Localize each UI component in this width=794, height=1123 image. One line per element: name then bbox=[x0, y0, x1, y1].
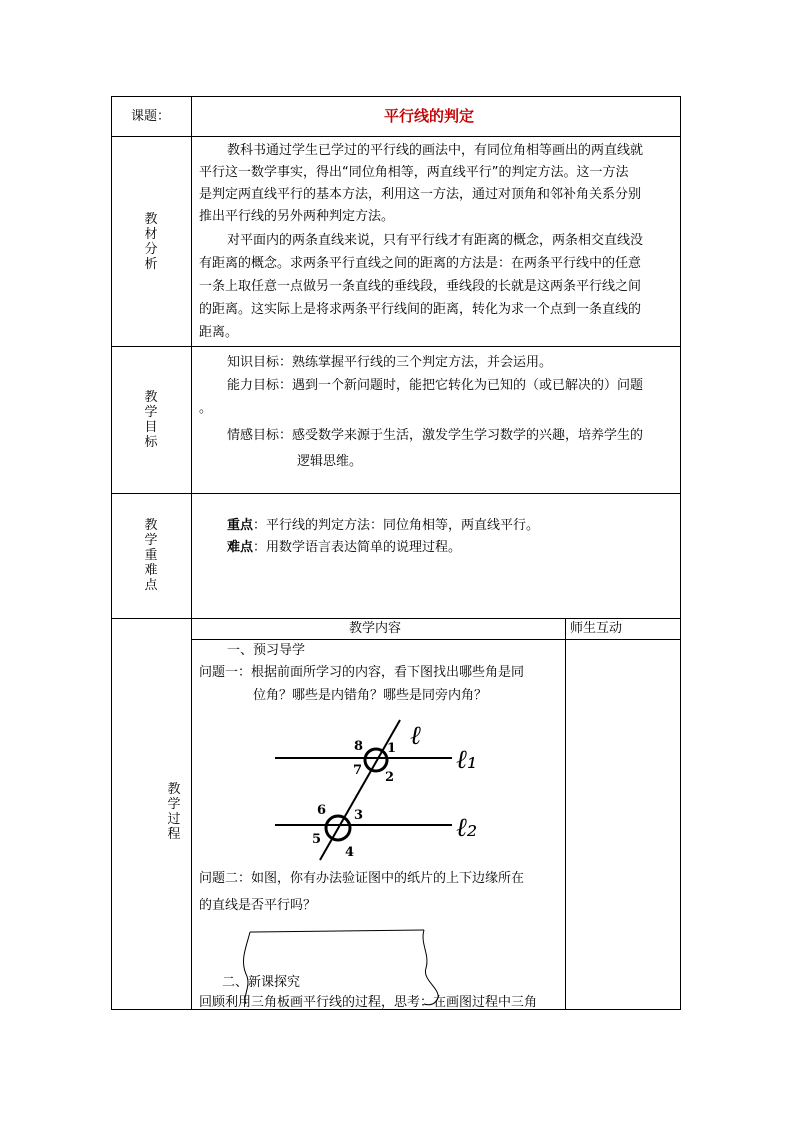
process-label: 教 学 过 程 bbox=[167, 782, 181, 842]
key-point-text: ：平行线的判定方法：同位角相等，两直线平行。 bbox=[253, 518, 540, 533]
angle-label-1: 1 bbox=[387, 741, 397, 756]
question-two-line2: 的直线是否平行吗？ bbox=[199, 898, 317, 913]
angle-label-5: 5 bbox=[312, 832, 322, 847]
difficult-point bbox=[227, 536, 461, 560]
angle-label-2: 2 bbox=[385, 770, 395, 785]
analysis-line: 有距离的概念。求两条平行直线之间的距离的方法是：在两条平行线中的任意 bbox=[199, 256, 642, 271]
objectives-label: 教 学 目 标 bbox=[144, 390, 158, 450]
analysis-line: 距离。 bbox=[199, 325, 239, 340]
key-point-label: 重点 bbox=[227, 518, 254, 533]
angle-label-8: 8 bbox=[354, 739, 364, 754]
process-last-line: 回顾利用三角板画平行线的过程，思考：在画图过程中三角 bbox=[199, 995, 538, 1010]
analysis-line: 一条上取任意一点做另一条直线的垂线段，垂线段的长就是这两条平行线之间 bbox=[199, 279, 642, 294]
parallel-lines-figure bbox=[270, 708, 490, 868]
line-label-l1: ℓ₁ bbox=[456, 745, 478, 775]
section-new-lesson: 二、新课探究 bbox=[222, 975, 301, 990]
col-content-header: 教学内容 bbox=[349, 621, 402, 636]
question-two-line1: 问题二：如图，你有办法验证图中的纸片的上下边缘所在 bbox=[199, 871, 525, 886]
question-one-line1: 问题一：根据前面所学习的内容，看下图找出哪些角是同 bbox=[199, 665, 525, 680]
section-preview: 一、预习导学 bbox=[227, 643, 306, 658]
difficult-point-label: 难点 bbox=[227, 540, 254, 555]
analysis-line: 推出平行线的另外两种判定方法。 bbox=[199, 209, 395, 224]
col-interaction-header: 师生互动 bbox=[570, 621, 623, 636]
line-label-l: ℓ bbox=[410, 721, 421, 751]
emotion-objective-cont: 逻辑思维。 bbox=[297, 454, 363, 469]
analysis-line: 对平面内的两条直线来说，只有平行线才有距离的概念，两条相交直线没 bbox=[227, 233, 644, 248]
analysis-line: 教科书通过学生已学过的平行线的画法中，有同位角相等画出的两直线就 bbox=[227, 143, 644, 158]
analysis-line: 的距离。这实际上是将求两条平行线间的距离，转化为求一个点到一条直线的 bbox=[199, 302, 642, 317]
ability-objective-end: 。 bbox=[199, 401, 213, 416]
page-title: 平行线的判定 bbox=[384, 107, 475, 125]
angle-label-6: 6 bbox=[317, 803, 327, 818]
keypoints-label: 教 学 重 难 点 bbox=[144, 518, 158, 593]
key-point bbox=[227, 514, 539, 538]
header-label: 课题： bbox=[131, 109, 171, 124]
difficult-point-text: ：用数学语言表达简单的说理过程。 bbox=[253, 540, 462, 555]
question-one-line2: 位角？哪些是内错角？哪些是同旁内角？ bbox=[253, 688, 488, 703]
angle-label-4: 4 bbox=[345, 845, 355, 860]
analysis-line: 是判定两直线平行的基本方法，利用这一方法，通过对顶角和邻补角关系分别 bbox=[199, 187, 642, 202]
angle-label-3: 3 bbox=[354, 808, 364, 823]
analysis-line: 平行这一数学事实，得出“同位角相等，两直线平行”的判定方法。这一方法 bbox=[199, 165, 629, 180]
angle-label-7: 7 bbox=[353, 763, 363, 778]
line-label-l2: ℓ₂ bbox=[456, 813, 478, 843]
analysis-label: 教 材 分 析 bbox=[144, 212, 158, 272]
ability-objective: 能力目标：遇到一个新问题时，能把它转化为已知的（或已解决的）问题 bbox=[227, 378, 644, 393]
emotion-objective: 情感目标：感受数学来源于生活，激发学生学习数学的兴趣，培养学生的 bbox=[227, 428, 644, 443]
knowledge-objective: 知识目标：熟练掌握平行线的三个判定方法，并会运用。 bbox=[227, 355, 553, 370]
